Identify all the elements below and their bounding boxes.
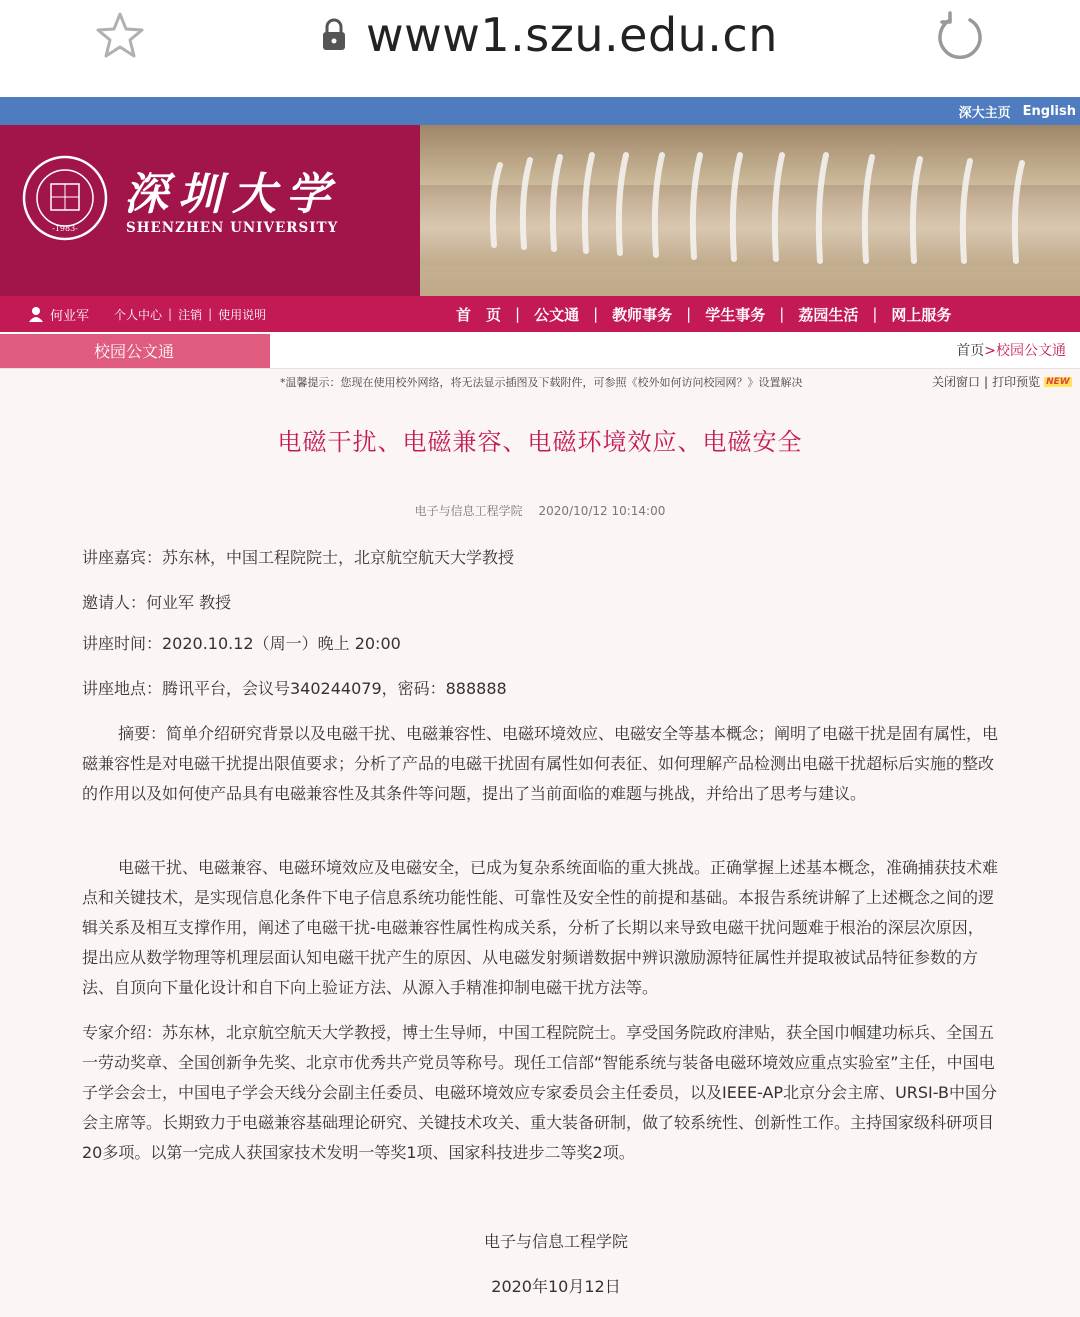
article-department: 电子与信息工程学院 bbox=[414, 504, 523, 518]
article-meta bbox=[0, 502, 1080, 519]
nav-student-affairs[interactable]: 学生事务 bbox=[705, 305, 766, 324]
article-paragraph-time: 讲座时间：2020.10.12（周一）晚上 20:00 bbox=[82, 634, 401, 653]
link-instructions[interactable]: 使用说明 bbox=[218, 307, 267, 322]
article-datetime: 2020/10/12 10:14:00 bbox=[538, 504, 666, 518]
sub-tab-label: 校园公文通 bbox=[94, 342, 175, 361]
article-tools bbox=[932, 373, 1072, 390]
article-title: 电磁干扰、电磁兼容、电磁环境效应、电磁安全 bbox=[277, 428, 803, 456]
address-bar-url[interactable]: www1.szu.edu.cn bbox=[366, 8, 778, 62]
article-paragraph-body: 电磁干扰、电磁兼容、电磁环境效应及电磁安全，已成为复杂系统面临的重大挑战。正确掌握上述基本概念，准确捕获技术难点和关键技术，是实现信息化条件下电子信息系统功能性能、可靠性及安全性的前提和基础。本报告系统讲解了上述概念之间的逻辑关系及相互支撑作用，阐述了电磁干扰-电磁兼容性属性构成关系，分析了长期以来导致电磁干扰问题难于根治的深层次原因，提出应从数学物理等机理层面认知电磁干扰产生的原因、从电磁发射频谱数据中辨识激励源特征属性并提取被试品特征参数的方法、自顶向下量化设计和自下向上验证方法、从源入手精准抑制电磁干扰方法等。 bbox=[82, 858, 999, 997]
logo-english-name: SHENZHEN UNIVERSITY bbox=[126, 220, 339, 236]
article-paragraph-location: 讲座地点：腾讯平台，会议号340244079，密码：888888 bbox=[82, 679, 507, 698]
network-tip: *温馨提示：您现在使用校外网络，将无法显示插图及下载附件，可参照《校外如何访问校园网？》设置解决 bbox=[280, 376, 803, 389]
nav-official-docs[interactable]: 公文通 bbox=[534, 305, 580, 324]
university-seal-icon bbox=[22, 155, 108, 241]
lock-icon bbox=[320, 18, 348, 52]
user-links: 个人中心 | 注销 | 使用说明 bbox=[114, 307, 267, 322]
article-paragraph-inviter: 邀请人：何业军 教授 bbox=[82, 593, 232, 612]
logo-chinese-name: 深圳大学 bbox=[124, 169, 340, 220]
user-name: 何业军 bbox=[50, 308, 90, 324]
breadcrumb-home[interactable]: 首页 bbox=[956, 343, 985, 359]
new-badge: NEW bbox=[1046, 376, 1070, 387]
article-paragraph-guest: 讲座嘉宾：苏东林，中国工程院院士，北京航空航天大学教授 bbox=[82, 548, 515, 567]
user-info bbox=[28, 296, 89, 332]
link-english[interactable]: English bbox=[1022, 103, 1076, 119]
breadcrumb-current[interactable]: 校园公文通 bbox=[996, 343, 1066, 359]
nav-home[interactable]: 首 页 bbox=[456, 305, 502, 324]
breadcrumb-separator: > bbox=[984, 343, 996, 359]
main-nav: 首 页 | 公文通 | 教师事务 | 学生事务 | 荔园生活 | 网上服务 bbox=[442, 296, 965, 332]
top-links bbox=[959, 97, 1076, 125]
article-paragraph-expert: 专家介绍：苏东林，北京航空航天大学教授，博士生导师，中国工程院院士。享受国务院政府津贴，获全国巾帼建功标兵、全国五一劳动奖章、全国创新争先奖、北京市优秀共产党员等称号。现任工信部“智能系统与装备电磁环境效应重点实验室”主任，中国电子学会会士，中国电子学会天线分会副主任委员、电磁环境效应专家委员会主任委员，以及IEEE-AP北京分会主席、URSI-B中国分会主席等。长期致力于电磁兼容基础理论研究、关键技术攻关、重大装备研制，做了较系统性、创新性工作。主持国家级科研项目20多项。以第一完成人获国家技术发明一等奖1项、国家科技进步二等奖2项。 bbox=[82, 1023, 997, 1162]
top-strip bbox=[0, 97, 1080, 125]
breadcrumb bbox=[956, 340, 1066, 360]
tools-separator: | bbox=[984, 374, 989, 389]
print-preview-link[interactable]: 打印预览 bbox=[992, 375, 1041, 389]
nav-online-services[interactable]: 网上服务 bbox=[891, 305, 952, 324]
link-szu-home[interactable]: 深大主页 bbox=[958, 105, 1011, 121]
close-window-link[interactable]: 关闭窗口 bbox=[932, 375, 981, 389]
article-signature: 电子与信息工程学院 bbox=[483, 1232, 628, 1251]
link-logout[interactable]: 注销 bbox=[178, 307, 203, 322]
banner-fountain-image bbox=[420, 125, 1080, 296]
svg-text:-1983-: -1983- bbox=[52, 224, 78, 233]
nav-teacher-affairs[interactable]: 教师事务 bbox=[612, 305, 673, 324]
star-icon[interactable] bbox=[94, 10, 146, 62]
article-paragraph-abstract: 摘要：简单介绍研究背景以及电磁干扰、电磁兼容性、电磁环境效应、电磁安全等基本概念；阐明了电磁干扰是固有属性，电磁兼容性是对电磁干扰提出限值要求；分析了产品的电磁干扰固有属性如何表征、如何理解产品检测出电磁干扰超标后实施的整改的作用以及如何使产品具有电磁兼容性及其条件等问题，提出了当前面临的难题与挑战，并给出了思考与建议。 bbox=[82, 724, 999, 803]
reload-icon[interactable] bbox=[934, 10, 986, 62]
user-icon bbox=[28, 306, 44, 322]
article-sign-date: 2020年10月12日 bbox=[491, 1277, 621, 1296]
link-personal-center[interactable]: 个人中心 bbox=[114, 307, 163, 322]
nav-campus-life[interactable]: 荔园生活 bbox=[798, 305, 859, 324]
